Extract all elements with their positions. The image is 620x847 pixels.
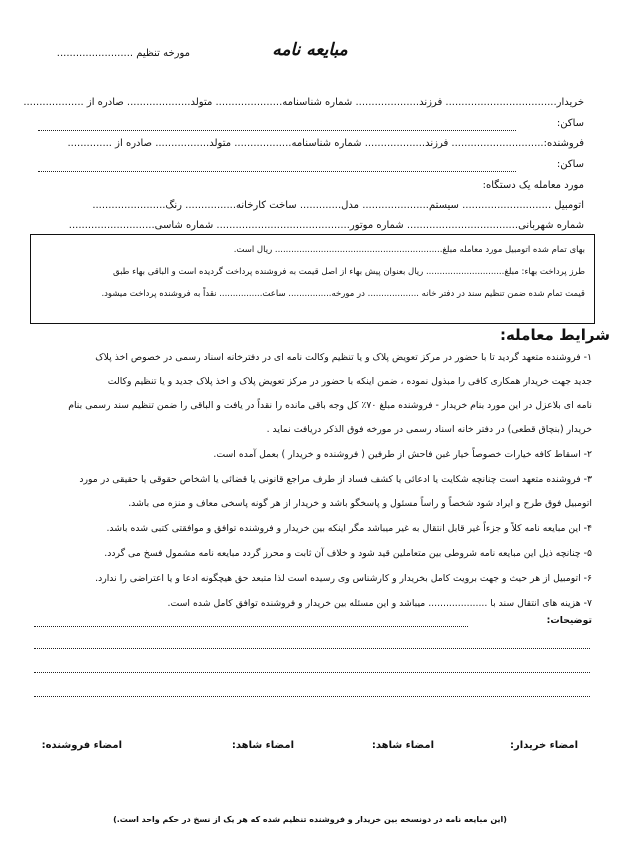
vehicle-subject: مورد معامله یک دستگاه: — [482, 180, 584, 191]
condition-1-line-4: خریدار (بنچاق قطعی) در دفتر خانه اسناد رسمی در مورخه فوق الذکر دریافت نماید . — [266, 424, 592, 435]
condition-1-line-2: جدید جهت خریدار همکاری کافی را مبذول نموده ، ضمن اینکه با حضور در مرکز تعویض پلاک و اخذ پلاک جدید و یا تنظیم وکالت — [107, 376, 592, 387]
notes-line-3 — [34, 672, 590, 673]
conditions-title: شرایط معامله: — [499, 326, 610, 344]
payment-box — [30, 234, 595, 324]
buyer-signature-label: امضاء خریدار: — [510, 740, 578, 751]
footer-note: (این مبایعه نامه در دونسخه بین خریدار و فروشنده تنظیم شده که هر یک از نسخ در حکم واحد است.) — [113, 815, 507, 824]
condition-2: ۲- اسقاط کافه خیارات خصوصاً خیار غبن فاحش از طرفین ( فروشنده و خریدار ) بعمل آمده است. — [213, 449, 592, 460]
witness-2-signature-label: امضاء شاهد: — [231, 740, 294, 751]
vehicle-line-1: اتومبیل ............................ سیستم..................... مدل............. ساخت کارخانه................ رنگ....................... — [92, 200, 584, 211]
seller-address-line — [38, 171, 516, 172]
condition-7: ۷- هزینه های انتقال سند با .................... میباشد و این مسئله بین خریدار و فروشنده توافق کامل شده است. — [167, 598, 592, 609]
condition-5: ۵- چنانچه ذیل این مبایعه نامه شروطی بین متعاملین قید شود و خلاف آن ثابت و محرز گردد مبایعه نامه مشمول فسخ می گردد. — [104, 548, 592, 559]
condition-1-line-3: نامه ای بلاعزل در این مورد بنام خریدار - فروشنده مبلغ ۷۰٪ کل وجه باقی مانده را نقداً در یافت و الباقی را ضمن تنظیم سند رسمی بنام — [68, 400, 592, 411]
date-field: مورخه تنظیم ........................ — [56, 48, 190, 59]
seller-signature-label: امضاء فروشنده: — [41, 740, 122, 751]
buyer-line-1: خریدار................................... فرزند.................... شماره شناسنامه..................... متولد.................... صادره از ................... — [23, 97, 584, 108]
notes-line-1 — [34, 626, 468, 627]
buyer-address-line — [38, 130, 516, 131]
condition-6: ۶- اتومبیل از هر حیث و جهت برویت کامل بخریدار و کارشناس وی رسیده است لذا متبعد حق هیچگونه ادعا و یا اعتراضی را ندارد. — [95, 573, 592, 584]
notes-line-2 — [34, 648, 590, 649]
condition-3-line-2: اتومبیل فوق طرح و ایراد شود شخصاً و راساً مسئول و پاسخگو باشد و خریدار از هر گونه پاسخی معاف و منزه می باشد. — [128, 498, 592, 509]
seller-line-1: فروشنده:............................. فرزند................... شماره شناسنامه.................. متولد................. صادره از .............. — [67, 138, 584, 149]
page-title: مبایعه نامه — [272, 40, 348, 60]
seller-address-label: ساکن: — [556, 159, 584, 170]
payment-final-line: قیمت تمام شده ضمن تنظیم سند در دفتر خانه ................... در مورخه................ ساعت................ نقداً به فروشنده پرداخت میشود. — [101, 289, 585, 299]
condition-4: ۴- این مبایعه نامه کلاً و جزءاً غیر قابل انتقال به غیر میباشد مگر اینکه بین خریدار و فروشنده توافق و موافقتی کتبی شده باشد. — [106, 523, 592, 534]
condition-3-line-1: ۳- فروشنده متعهد است چنانچه شکایت یا ادعائی یا کشف فساد از طرف مراجع قانونی یا قضائی یا اشخاص حقوقی یا حقیقی در مورد — [79, 474, 592, 485]
payment-price-line: بهای تمام شده اتومبیل مورد معامله مبلغ.............................................................. ریال است. — [233, 245, 585, 255]
payment-method-line: طرز پرداخت بهاء: مبلغ............................. ریال بعنوان پیش بهاء از اصل قیمت به فروشنده پرداخت گردیده است و الباقی بهاء طبق — [113, 267, 585, 277]
buyer-address-label: ساکن: — [556, 118, 584, 129]
witness-1-signature-label: امضاء شاهد: — [371, 740, 434, 751]
condition-1-line-1: ۱- فروشنده متعهد گردید تا با حضور در مرکز تعویض پلاک و یا تنظیم وکالت نامه ای در دفترخانه اسناد رسمی در خصوص اخذ پلاک — [95, 352, 592, 363]
vehicle-line-2: شماره شهربانی................................... شماره موتور.......................................... شماره شاسی........................... — [68, 220, 584, 231]
notes-label: توضیحات: — [546, 615, 592, 626]
notes-line-4 — [34, 696, 590, 697]
